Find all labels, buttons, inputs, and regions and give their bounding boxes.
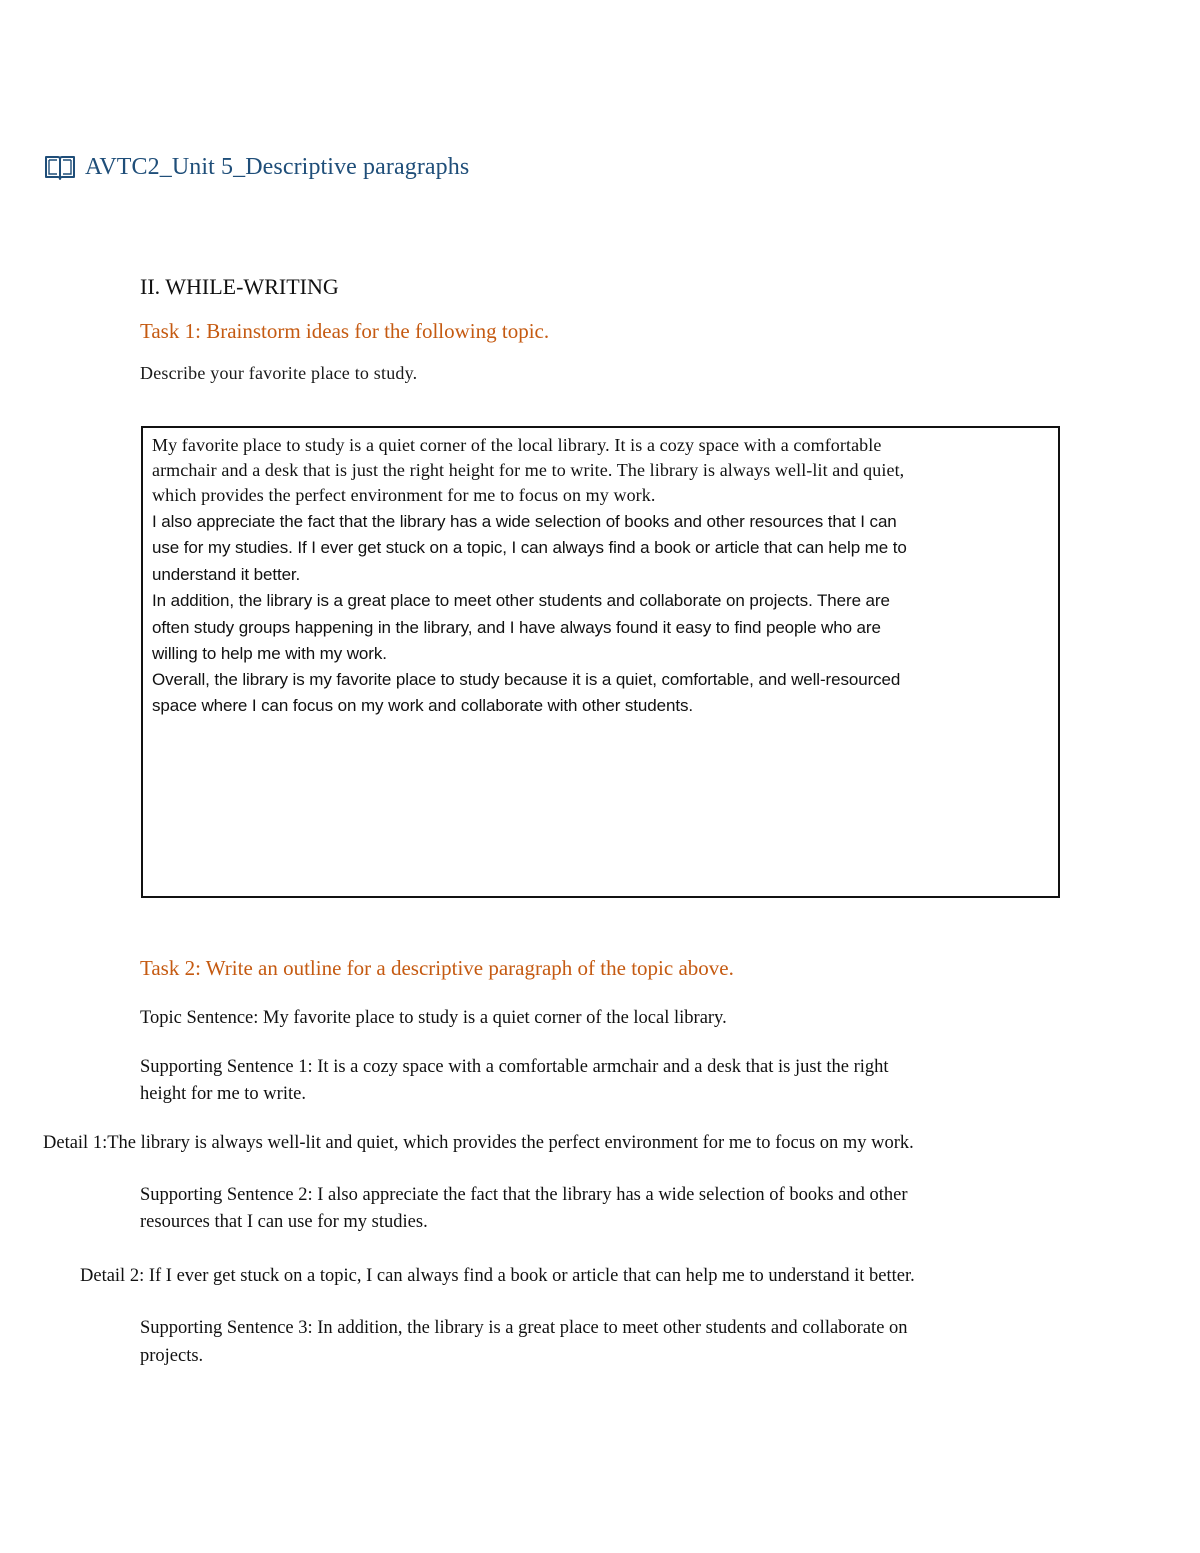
- supporting-sentence-3: Supporting Sentence 3: In addition, the library is a great place to meet other students and collaborate on: [140, 1318, 908, 1338]
- supporting-sentence-2: Supporting Sentence 2: I also appreciate the fact that the library has a wide selection of books and other: [140, 1185, 908, 1205]
- document-title: AVTC2_Unit 5_Descriptive paragraphs: [85, 153, 470, 180]
- supporting-sentence-1-cont: height for me to write.: [140, 1084, 306, 1104]
- answer-line: willing to help me with my work.: [152, 644, 387, 663]
- answer-line: understand it better.: [152, 565, 301, 584]
- task1-prompt: Describe your favorite place to study.: [140, 363, 418, 383]
- section-heading: II. WHILE-WRITING: [140, 274, 339, 299]
- detail-1: Detail 1:The library is always well-lit and quiet, which provides the perfect environment for me to focus on my work.: [43, 1133, 914, 1153]
- detail-2: Detail 2: If I ever get stuck on a topic, I can always find a book or article that can help me to understand it better.: [80, 1266, 915, 1286]
- answer-line: space where I can focus on my work and collaborate with other students.: [152, 696, 693, 715]
- topic-sentence: Topic Sentence: My favorite place to study is a quiet corner of the local library.: [140, 1008, 727, 1028]
- supporting-sentence-2-cont: resources that I can use for my studies.: [140, 1212, 428, 1232]
- task2-heading: Task 2: Write an outline for a descriptive paragraph of the topic above.: [140, 956, 734, 980]
- answer-line: armchair and a desk that is just the right height for me to write. The library is always well-lit and quiet,: [152, 460, 905, 480]
- answer-line: which provides the perfect environment for me to focus on my work.: [152, 485, 656, 505]
- supporting-sentence-1: Supporting Sentence 1: It is a cozy space with a comfortable armchair and a desk that is just the right: [140, 1057, 889, 1077]
- supporting-sentence-3-cont: projects.: [140, 1346, 204, 1366]
- answer-line: I also appreciate the fact that the library has a wide selection of books and other resources that I can: [152, 512, 897, 531]
- answer-line: use for my studies. If I ever get stuck on a topic, I can always find a book or article that can help me to: [152, 538, 907, 557]
- answer-line: Overall, the library is my favorite place to study because it is a quiet, comfortable, and well-resourced: [152, 670, 901, 689]
- answer-line: My favorite place to study is a quiet corner of the local library. It is a cozy space with a comfortable: [152, 435, 882, 455]
- task1-heading: Task 1: Brainstorm ideas for the following topic.: [140, 319, 550, 343]
- answer-line: In addition, the library is a great place to meet other students and collaborate on projects. There are: [152, 591, 890, 610]
- document-header: [44, 147, 469, 187]
- answer-line: often study groups happening in the library, and I have always found it easy to find people who are: [152, 618, 881, 637]
- book-icon: [44, 153, 76, 181]
